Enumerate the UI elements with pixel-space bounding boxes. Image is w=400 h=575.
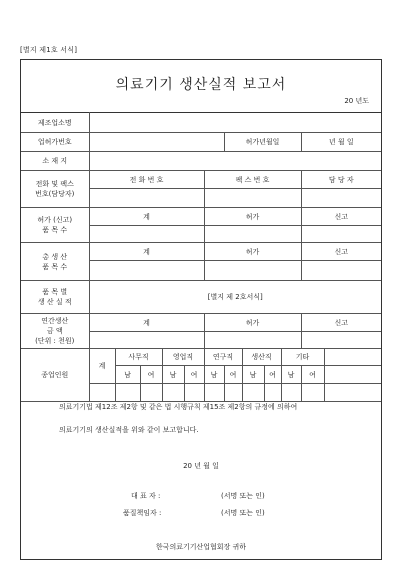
declaration-line1: 의료기기법 제12조 제2항 및 같은 법 시행규칙 제15조 제2항의 규정에 의하여 [59, 403, 298, 411]
item-performance-line1: 품 목 별 [42, 288, 68, 296]
staff-total-header: 계 [89, 349, 115, 384]
staff-blank-sub [324, 366, 381, 384]
annual-amount-line3: (단위 : 천원) [35, 337, 75, 345]
produced-items-label [21, 243, 89, 281]
research-female-field[interactable] [224, 384, 242, 402]
maker-label: 제조업소명 [21, 113, 89, 133]
produced-total-field[interactable] [89, 261, 204, 281]
research-female-header: 여 [224, 366, 242, 384]
staff-total-field[interactable] [89, 384, 115, 402]
contact-label-line1: 전화 및 팩스 [35, 180, 74, 188]
licensed-report-header: 신고 [301, 208, 381, 226]
amount-report-field[interactable] [301, 332, 381, 349]
production-male-field[interactable] [242, 384, 264, 402]
representative-signature[interactable]: (서명 또는 인) [221, 492, 265, 500]
item-performance-label [21, 281, 89, 314]
license-no-field[interactable] [89, 133, 224, 152]
production-female-header: 여 [264, 366, 281, 384]
fax-header: 팩 스 번 호 [204, 171, 301, 189]
other-female-field[interactable] [301, 384, 324, 402]
manager-field[interactable] [301, 189, 381, 208]
office-female-header: 여 [140, 366, 162, 384]
staff-production-header: 생산직 [242, 349, 281, 366]
produced-permit-header: 허가 [204, 243, 301, 261]
licensed-total-field[interactable] [89, 226, 204, 243]
amount-total-header: 계 [89, 314, 204, 332]
other-male-header: 남 [281, 366, 301, 384]
office-female-field[interactable] [140, 384, 162, 402]
amount-permit-field[interactable] [204, 332, 301, 349]
item-performance-line2: 생 산 실 적 [37, 298, 72, 306]
manager-header: 담 당 자 [301, 171, 381, 189]
research-male-header: 남 [204, 366, 224, 384]
staff-blank-field [324, 384, 381, 402]
contact-label-line2: 번호(담당자) [35, 190, 75, 198]
staff-blank-header [324, 349, 381, 366]
sales-male-header: 남 [162, 366, 184, 384]
declaration-date[interactable]: 20 년 월 일 [183, 462, 219, 470]
produced-report-header: 신고 [301, 243, 381, 261]
production-male-header: 남 [242, 366, 264, 384]
amount-permit-header: 허가 [204, 314, 301, 332]
produced-report-field[interactable] [301, 261, 381, 281]
produced-permit-field[interactable] [204, 261, 301, 281]
declaration-line2: 의료기기의 생산실적을 위와 같이 보고합니다. [59, 426, 199, 434]
produced-items-line1: 총 생 산 [42, 252, 68, 261]
contact-label [21, 171, 89, 208]
license-date-label: 허가년월일 [224, 133, 301, 152]
annual-amount-label [21, 314, 89, 349]
annex2-reference: [별지 제 2호서식] [89, 281, 381, 314]
sales-male-field[interactable] [162, 384, 184, 402]
phone-field[interactable] [89, 189, 204, 208]
sales-female-header: 여 [184, 366, 204, 384]
licensed-items-line2: 품 목 수 [42, 226, 68, 234]
license-date-field[interactable]: 년 월 일 [301, 133, 381, 152]
staff-sales-header: 영업직 [162, 349, 204, 366]
license-no-label: 업허가번호 [21, 133, 89, 152]
office-male-header: 남 [115, 366, 140, 384]
other-male-field[interactable] [281, 384, 301, 402]
licensed-permit-field[interactable] [204, 226, 301, 243]
form-number-tag: [별지 제1호 서식] [20, 46, 78, 54]
staff-research-header: 연구직 [204, 349, 242, 366]
staff-label: 종업인원 [21, 349, 89, 402]
licensed-permit-header: 허가 [204, 208, 301, 226]
amount-total-field[interactable] [89, 332, 204, 349]
representative-label: 대 표 자 : [131, 492, 161, 500]
licensed-total-header: 계 [89, 208, 204, 226]
sales-female-field[interactable] [184, 384, 204, 402]
annual-amount-line1: 연간생산 [41, 317, 69, 325]
quality-manager-signature[interactable]: (서명 또는 인) [221, 509, 265, 517]
form-title: 의료기기 생산실적 보고서 [115, 77, 287, 93]
address-field[interactable] [89, 152, 381, 171]
licensed-items-label [21, 208, 89, 243]
maker-value-field[interactable] [89, 113, 381, 133]
produced-total-header: 계 [89, 243, 204, 261]
staff-office-header: 사무직 [115, 349, 162, 366]
report-form [20, 59, 382, 560]
recipient: 한국의료기기산업협회장 귀하 [155, 543, 247, 551]
phone-header: 전 화 번 호 [89, 171, 204, 189]
licensed-items-line1: 허가 (신고) [37, 216, 73, 224]
annual-amount-line2: 금 액 [46, 327, 63, 335]
quality-manager-label: 품질책임자 : [123, 509, 162, 517]
staff-other-header: 기타 [281, 349, 324, 366]
report-table [21, 112, 381, 402]
produced-items-line2: 품 목 수 [42, 262, 68, 271]
fax-field[interactable] [204, 189, 301, 208]
office-male-field[interactable] [115, 384, 140, 402]
research-male-field[interactable] [204, 384, 224, 402]
licensed-report-field[interactable] [301, 226, 381, 243]
other-female-header: 여 [301, 366, 324, 384]
production-female-field[interactable] [264, 384, 281, 402]
address-label: 소 재 지 [21, 152, 89, 171]
year-field[interactable]: 20 년도 [344, 97, 369, 105]
amount-report-header: 신고 [301, 314, 381, 332]
